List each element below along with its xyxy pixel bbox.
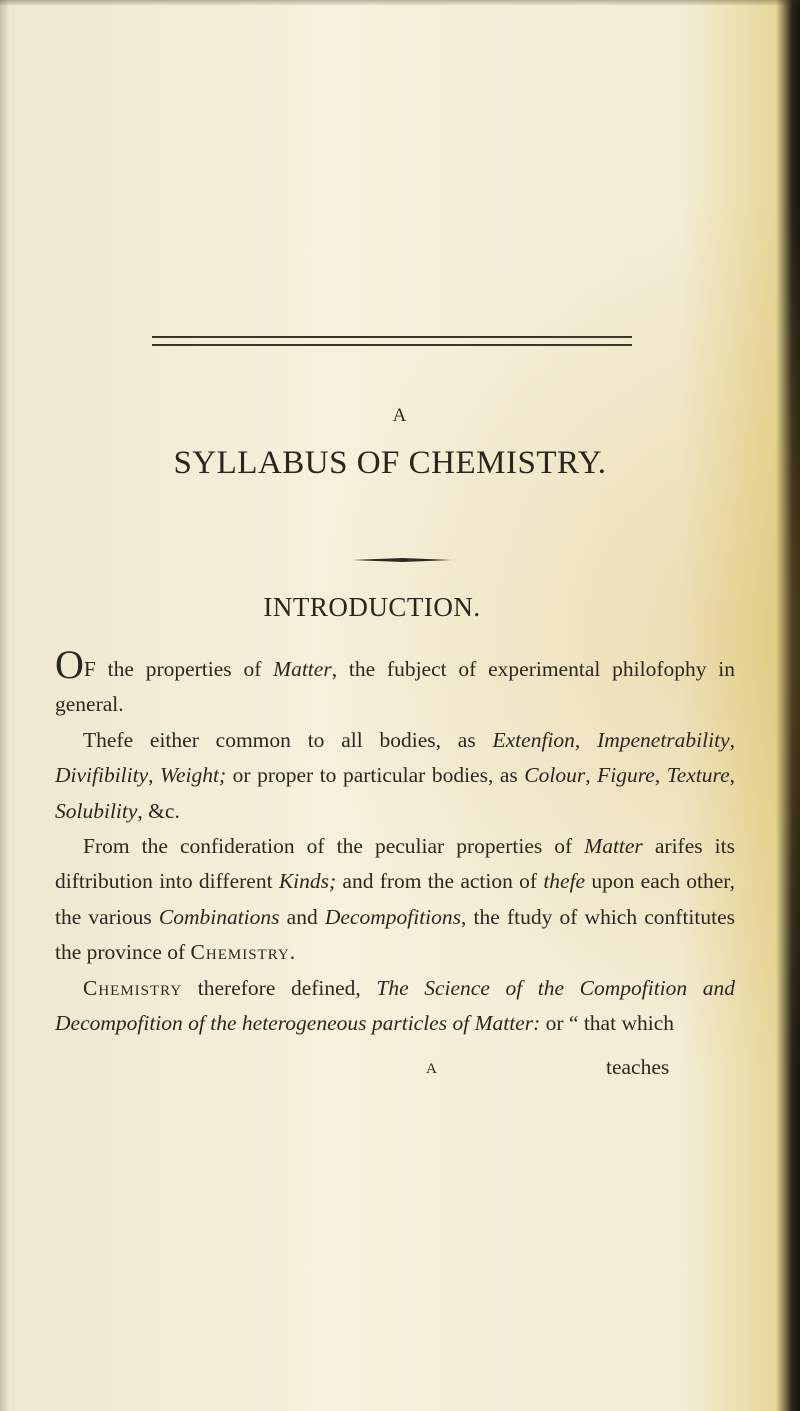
text-run: arifes its diftribution into different: [55, 834, 735, 894]
page-footer: [0, 1055, 800, 1091]
text-run: , the ftudy of which conftitutes the province of: [55, 904, 735, 965]
italic-term: Matter: [273, 657, 332, 681]
text-run: ,: [585, 763, 598, 788]
italic-term: Decompofitions: [324, 904, 462, 929]
text-run: or “ that which: [540, 1011, 674, 1036]
section-title: INTRODUCTION.: [263, 592, 481, 622]
paragraph-4: [55, 971, 735, 1042]
title-article: A: [392, 405, 408, 426]
italic-term: Combinations: [158, 904, 280, 929]
italic-term: Texture: [666, 763, 730, 788]
text-run: ,: [148, 763, 161, 788]
paragraph-1: [55, 642, 736, 723]
text-run: and: [279, 904, 325, 929]
header-double-rule: [152, 336, 632, 346]
italic-term: Colour: [524, 763, 586, 788]
italic-term: Matter: [584, 834, 643, 859]
text-run: ,: [729, 727, 735, 752]
italic-term: Weight;: [160, 763, 227, 788]
italic-term: Figure: [597, 763, 655, 788]
text-run: ,: [729, 763, 735, 788]
small-caps-term: Chemistry.: [190, 940, 297, 965]
text-run: F the properties of: [83, 657, 274, 681]
italic-term: Solubility: [55, 798, 138, 823]
text-run: upon each other, the various: [55, 869, 735, 929]
italic-term: Kinds;: [278, 869, 337, 894]
body-text: [55, 642, 736, 1041]
paragraph-2: [55, 723, 735, 829]
drop-cap: O: [55, 642, 84, 687]
text-run: , the fubject of experimental philofophy in general.: [55, 657, 736, 717]
italic-term: Extenfion: [492, 727, 575, 752]
italic-term: thefe: [543, 869, 586, 894]
page-top-shadow: [0, 0, 800, 6]
italic-term: Impenetrability: [597, 727, 730, 752]
text-run: and from the action of: [336, 869, 544, 894]
signature-mark: A: [426, 1061, 438, 1077]
text-run: ,: [574, 727, 598, 752]
page-left-edge: [0, 0, 10, 1411]
text-run: From the confideration of the peculiar properties of: [83, 834, 585, 859]
text-run: ,: [654, 763, 667, 788]
italic-term: The Science of the Compofition and Decompofition of the heterogeneous particles of Matter:: [55, 975, 735, 1036]
ornament-rule-icon: [352, 558, 452, 562]
catchword: teaches: [606, 1055, 670, 1079]
text-run: , &c.: [137, 798, 180, 823]
text-run: therefore defined,: [182, 975, 377, 1000]
paragraph-3: [55, 829, 735, 971]
small-caps-term: Chemistry: [83, 975, 183, 1000]
text-run: or proper to particular bodies, as: [226, 763, 525, 788]
page-title: SYLLABUS OF CHEMISTRY.: [173, 445, 607, 481]
italic-term: Divifibility: [55, 763, 149, 788]
text-run: Thefe either common to all bodies, as: [83, 727, 493, 752]
